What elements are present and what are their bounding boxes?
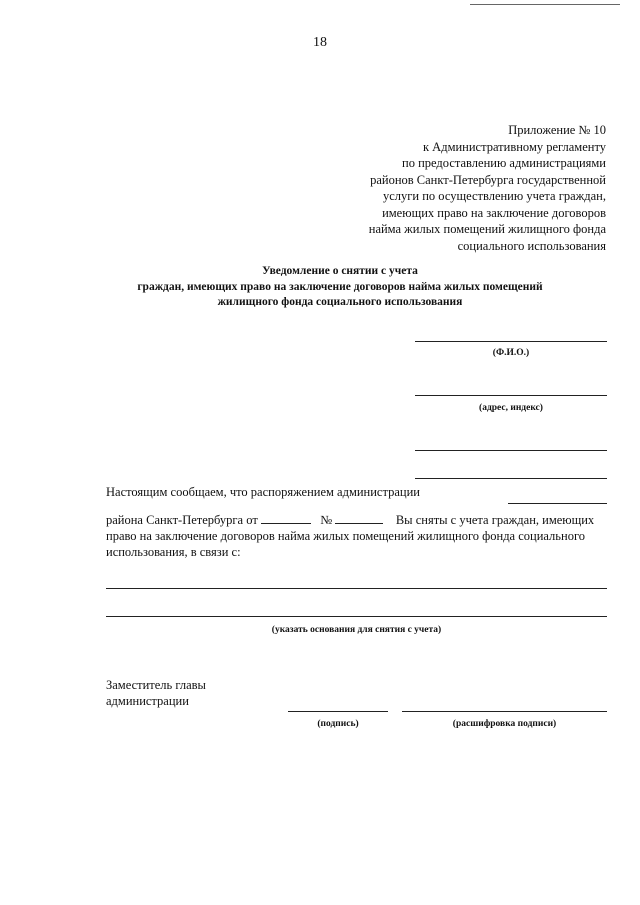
signature-decode-caption: (расшифровка подписи) (452, 719, 557, 729)
appendix-line: к Административному регламенту (422, 139, 606, 154)
address-field-line[interactable] (415, 395, 607, 396)
appendix-line: имеющих право на заключение договоров (382, 205, 606, 220)
reason-field-line-1[interactable] (106, 588, 607, 589)
signer-position-line-1: Заместитель главы (106, 678, 206, 692)
address-caption: (адрес, индекс) (479, 403, 543, 413)
appendix-line: районов Санкт-Петербурга государственной (370, 172, 606, 187)
signer-position-line-2: администрации (106, 694, 189, 708)
appendix-line: Приложение № 10 (508, 123, 606, 137)
body-line-3: право на заключение договоров найма жилых помещений жилищного фонда социального (106, 529, 586, 543)
address-extra-line-1[interactable] (415, 450, 607, 451)
signature-caption: (подпись) (317, 719, 359, 729)
address-extra-line-2[interactable] (415, 478, 607, 479)
title-line: жилищного фонда социального использования (217, 296, 463, 308)
title-line: Уведомление о снятии с учета (262, 265, 418, 277)
number-sign: № (320, 513, 333, 527)
body-line-2 (106, 512, 607, 528)
body-line-2-end: Вы сняты с учета граждан, имеющих (395, 513, 595, 527)
body-line-2-start: района Санкт-Петербурга от (106, 513, 258, 527)
title-line: граждан, имеющих право на заключение договоров найма жилых помещений (137, 280, 543, 293)
appendix-line: услуги по осуществлению учета граждан, (382, 189, 606, 203)
reason-field-line-2[interactable] (106, 616, 607, 617)
body-line-1: Настоящим сообщаем, что распоряжением администрации (106, 485, 420, 499)
name-field-line[interactable] (415, 341, 607, 342)
page-number: 18 (313, 35, 327, 50)
signer-position (106, 677, 206, 709)
appendix-line: по предоставлению администрациями (402, 156, 606, 170)
name-caption: (Ф.И.О.) (492, 348, 530, 358)
appendix-line: найма жилых помещений жилищного фонда (368, 222, 606, 236)
reason-caption: (указать основания для снятия с учета) (271, 625, 442, 635)
signature-field-line[interactable] (288, 711, 388, 712)
body-line-4: использования, в связи с: (106, 545, 241, 559)
appendix-header (306, 122, 606, 254)
district-field-line[interactable] (508, 503, 607, 504)
order-date-field[interactable] (261, 512, 311, 524)
appendix-line: социального использования (457, 238, 606, 253)
document-title (20, 264, 640, 311)
signature-decode-field-line[interactable] (402, 711, 607, 712)
scan-mark (470, 4, 620, 5)
order-number-field[interactable] (335, 512, 383, 524)
